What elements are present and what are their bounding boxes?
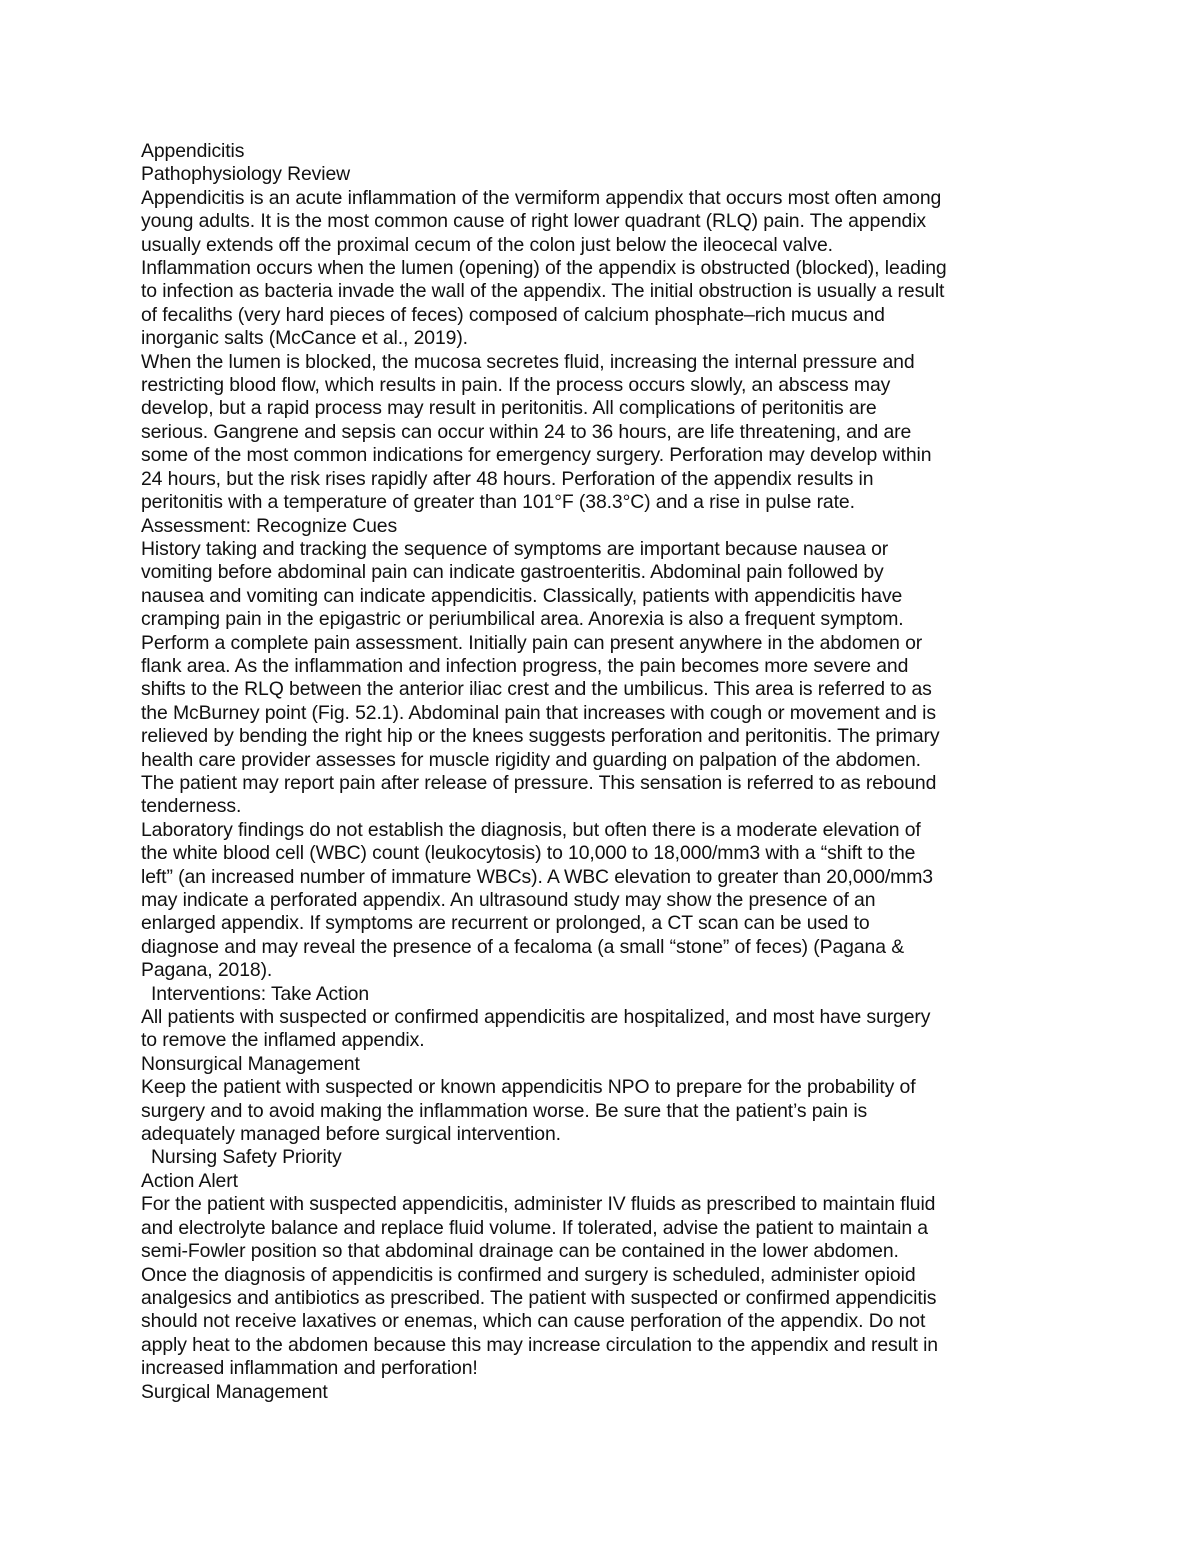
text-line: usually extends off the proximal cecum of the colon just below the ileocecal valve. bbox=[141, 233, 833, 256]
text-line: left” (an increased number of immature WBCs). A WBC elevation to greater than 20,000/mm3 bbox=[141, 865, 933, 888]
document-body bbox=[141, 140, 1071, 1404]
text-line: of fecaliths (very hard pieces of feces) composed of calcium phosphate–rich mucus and bbox=[141, 303, 885, 326]
text-line: inorganic salts (McCance et al., 2019). bbox=[141, 327, 468, 350]
text-line: restricting blood flow, which results in pain. If the process occurs slowly, an abscess may bbox=[141, 374, 891, 397]
text-line: Perform a complete pain assessment. Initially pain can present anywhere in the abdomen or bbox=[141, 631, 923, 654]
text-line: Laboratory findings do not establish the diagnosis, but often there is a moderate elevation of bbox=[141, 818, 921, 841]
text-line: adequately managed before surgical intervention. bbox=[141, 1123, 561, 1146]
text-line: Keep the patient with suspected or known appendicitis NPO to prepare for the probability of bbox=[141, 1076, 916, 1099]
text-line: shifts to the RLQ between the anterior iliac crest and the umbilicus. This area is referred to as bbox=[141, 678, 932, 701]
text-line: serious. Gangrene and sepsis can occur within 24 to 36 hours, are life threatening, and are bbox=[141, 420, 912, 443]
text-line: The patient may report pain after release of pressure. This sensation is referred to as rebound bbox=[141, 771, 937, 794]
text-line: young adults. It is the most common cause of right lower quadrant (RLQ) pain. The appendix bbox=[141, 210, 927, 233]
text-line: develop, but a rapid process may result in peritonitis. All complications of peritonitis are bbox=[141, 397, 877, 420]
text-line: Pathophysiology Review bbox=[141, 163, 351, 186]
text-line: cramping pain in the epigastric or periumbilical area. Anorexia is also a frequent symptom. bbox=[141, 608, 904, 631]
text-line: 24 hours, but the risk rises rapidly after 48 hours. Perforation of the appendix results in bbox=[141, 467, 874, 490]
text-line: flank area. As the inflammation and infection progress, the pain becomes more severe and bbox=[141, 654, 909, 677]
text-line: Action Alert bbox=[141, 1169, 238, 1192]
text-line: health care provider assesses for muscle rigidity and guarding on palpation of the abdomen. bbox=[141, 748, 921, 771]
text-line: Surgical Management bbox=[141, 1380, 328, 1403]
text-line: apply heat to the abdomen because this may increase circulation to the appendix and result in bbox=[141, 1333, 938, 1356]
text-line: For the patient with suspected appendicitis, administer IV fluids as prescribed to maintain fluid bbox=[141, 1193, 936, 1216]
text-line: may indicate a perforated appendix. An ultrasound study may show the presence of an bbox=[141, 889, 876, 911]
text-line: Once the diagnosis of appendicitis is confirmed and surgery is scheduled, administer opioid bbox=[141, 1263, 916, 1286]
text-line: peritonitis with a temperature of greater than 101°F (38.3°C) and a rise in pulse rate. bbox=[141, 491, 855, 514]
text-line: surgery and to avoid making the inflammation worse. Be sure that the patient’s pain is bbox=[141, 1099, 868, 1122]
text-line: the McBurney point (Fig. 52.1). Abdominal pain that increases with cough or movement and is bbox=[141, 701, 936, 724]
text-line: some of the most common indications for emergency surgery. Perforation may develop within bbox=[141, 444, 932, 467]
text-line: should not receive laxatives or enemas, which can cause perforation of the appendix. Do not bbox=[141, 1310, 926, 1333]
text-line: Interventions: Take Action bbox=[151, 982, 370, 1005]
text-line: enlarged appendix. If symptoms are recurrent or prolonged, a CT scan can be used to bbox=[141, 912, 870, 935]
text-line: Inflammation occurs when the lumen (opening) of the appendix is obstructed (blocked), leading bbox=[141, 257, 947, 280]
text-line: Nursing Safety Priority bbox=[151, 1146, 342, 1169]
text-line: increased inflammation and perforation! bbox=[141, 1357, 478, 1380]
text-line: analgesics and antibiotics as prescribed. The patient with suspected or confirmed appendicitis bbox=[141, 1286, 937, 1309]
text-line: diagnose and may reveal the presence of a fecaloma (a small “stone” of feces) (Pagana & bbox=[141, 935, 905, 958]
text-line: tenderness. bbox=[141, 795, 242, 818]
text-line: When the lumen is blocked, the mucosa secretes fluid, increasing the internal pressure and bbox=[141, 350, 915, 373]
text-line: to infection as bacteria invade the wall of the appendix. The initial obstruction is usually a result bbox=[141, 280, 945, 303]
text-line: the white blood cell (WBC) count (leukocytosis) to 10,000 to 18,000/mm3 with a “shift to the bbox=[141, 842, 916, 865]
text-line: vomiting before abdominal pain can indicate gastroenteritis. Abdominal pain followed by bbox=[141, 561, 884, 584]
text-line: and electrolyte balance and replace fluid volume. If tolerated, advise the patient to maintain a bbox=[141, 1216, 928, 1239]
text-line: History taking and tracking the sequence of symptoms are important because nausea or bbox=[141, 537, 889, 560]
text-line: nausea and vomiting can indicate appendicitis. Classically, patients with appendicitis have bbox=[141, 584, 903, 607]
text-line: Appendicitis is an acute inflammation of the vermiform appendix that occurs most often among bbox=[141, 186, 942, 209]
text-line: Appendicitis bbox=[141, 140, 245, 162]
text-line: Assessment: Recognize Cues bbox=[141, 514, 398, 537]
text-line: All patients with suspected or confirmed appendicitis are hospitalized, and most have surgery bbox=[141, 1006, 931, 1029]
text-line: semi-Fowler position so that abdominal drainage can be contained in the lower abdomen. bbox=[141, 1240, 899, 1263]
text-line: relieved by bending the right hip or the knees suggests perforation and peritonitis. The primary bbox=[141, 725, 940, 748]
text-line: Pagana, 2018). bbox=[141, 959, 273, 982]
text-line: to remove the inflamed appendix. bbox=[141, 1029, 425, 1052]
text-line: Nonsurgical Management bbox=[141, 1052, 360, 1075]
